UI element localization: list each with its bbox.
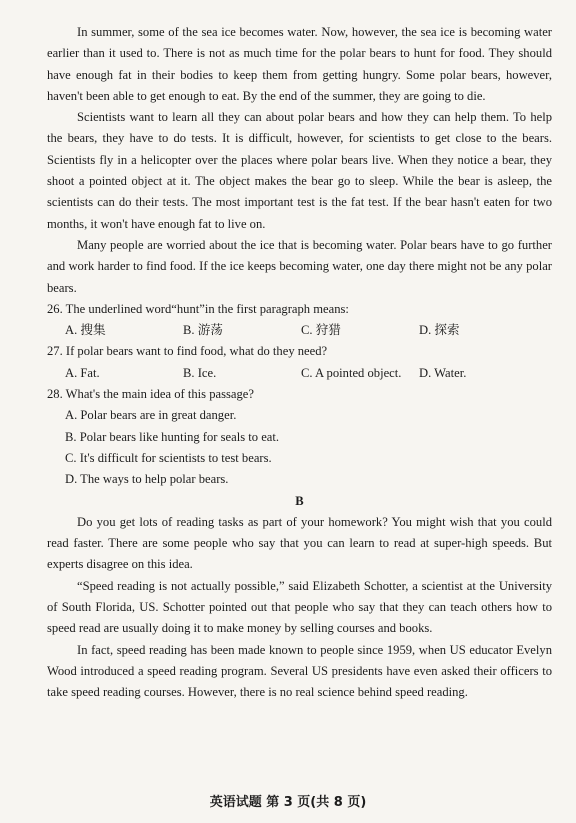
question-27-option-c: C. A pointed object. <box>301 365 402 380</box>
question-27-stem: 27. If polar bears want to find food, what do they need? <box>47 344 328 359</box>
passage-a-paragraph-1: In summer, some of the sea ice becomes water. Now, however, the sea ice is becoming water earlier than it used to. There is not as much time for the polar bears to hunt for food. They should have enough fat in their bodies to keep them from getting hungry. Some polar bears, however, haven't been able to get enough to eat. By the end of the summer, they are going to die. <box>47 25 552 103</box>
question-27 <box>47 341 552 384</box>
passage-b-paragraph-2: “Speed reading is not actually possible,” said Elizabeth Schotter, a scientist at the University of South Florida, US. Schotter pointed out that people who say that they can teach others how to speed read are usually doing it to make money by selling courses and books. <box>47 578 552 636</box>
question-26-stem: 26. The underlined word“hunt”in the first paragraph means: <box>47 301 349 316</box>
question-26-options <box>47 320 552 341</box>
question-26-option-c: C. 狩猎 <box>301 323 341 338</box>
question-26 <box>47 299 552 342</box>
question-26-option-a: A. 搜集 <box>65 323 106 338</box>
passage-a-paragraph-2: Scientists want to learn all they can about polar bears and how they can help them. To help the bears, they have to do tests. It is difficult, however, for scientists to get close to the bears. Scientists fly in a helicopter over the places where polar bears live. When they notice a bear, they shoot a pointed object at it. The object makes the bear go to sleep. While the bear is asleep, the scientists can do their tests. The most important test is the fat test. If the bear hasn't eaten for two months, it won't have enough fat to live on. <box>47 110 552 231</box>
passage-b-paragraph-3: In fact, speed reading has been made known to people since 1959, when US educator Evelyn Wood introduced a speed reading program. Several US presidents have even asked their officers to take speed reading courses. However, there is no real science behind speed reading. <box>47 642 552 700</box>
question-27-option-a: A. Fat. <box>65 365 100 380</box>
passage-a-paragraph-3: Many people are worried about the ice that is becoming water. Polar bears have to go further and work harder to find food. If the ice keeps becoming water, one day there might not be any polar bears. <box>47 237 552 295</box>
question-28-stem: 28. What's the main idea of this passage? <box>47 387 254 402</box>
page-footer: 英语试题 第 3 页(共 8 页) <box>209 795 367 810</box>
question-28-option-a: A. Polar bears are in great danger. <box>65 408 237 423</box>
question-27-options <box>47 363 552 384</box>
question-26-option-d: D. 探索 <box>419 323 460 338</box>
question-28-option-d: D. The ways to help polar bears. <box>65 472 229 487</box>
question-27-option-d: D. Water. <box>419 365 467 380</box>
question-28-option-c: C. It's difficult for scientists to test bears. <box>65 450 272 465</box>
question-26-option-b: B. 游荡 <box>183 323 223 338</box>
question-27-option-b: B. Ice. <box>183 365 217 380</box>
section-b-label: B <box>295 493 304 508</box>
question-28-option-b: B. Polar bears like hunting for seals to eat. <box>65 429 280 444</box>
passage-b-paragraph-1: Do you get lots of reading tasks as part of your homework? You might wish that you could read faster. There are some people who say that you can learn to read at super-high speeds. But experts disagree on this idea. <box>47 514 552 572</box>
question-28 <box>47 384 552 490</box>
